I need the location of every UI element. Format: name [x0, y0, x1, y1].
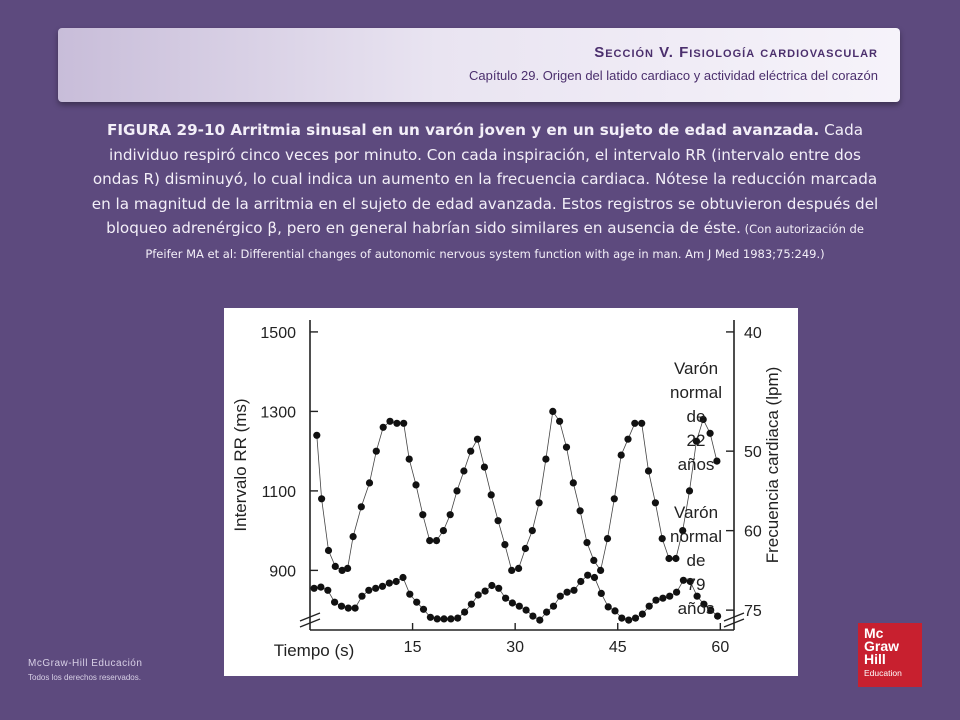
data-point [605, 603, 612, 610]
caption-credit: (Con autorización de Pfeifer MA et al: Differential changes of autonomic nervous system function with age in man. Am J Med 1983;75:249.) [145, 222, 864, 261]
data-point [502, 595, 509, 602]
annotation-line: normal [670, 383, 722, 402]
x-tick-label: 60 [711, 639, 730, 656]
data-point [488, 582, 495, 589]
data-point [358, 593, 365, 600]
data-point [311, 585, 318, 592]
annotation-line: años [677, 599, 715, 618]
annotation-line: de [686, 407, 706, 426]
annotation-line: Varón [673, 503, 719, 522]
figure-title: FIGURA 29-10 Arritmia sinusal en un varón joven y en un sujeto de edad avanzada. [106, 121, 820, 139]
x-axis-label: Tiempo (s) [273, 641, 355, 660]
mcgraw-hill-logo [858, 623, 922, 687]
data-point [427, 614, 434, 621]
data-point [344, 565, 351, 572]
data-point [313, 432, 320, 439]
data-point [380, 424, 387, 431]
data-point [481, 464, 488, 471]
data-point [461, 609, 468, 616]
data-point [557, 593, 564, 600]
data-point [590, 557, 597, 564]
data-point [426, 537, 433, 544]
chapter-title: Capítulo 29. Origen del latido cardiaco y actividad eléctrica del corazón [468, 68, 878, 83]
data-point [495, 517, 502, 524]
section-title: Sección V. Fisiología cardiovascular [594, 44, 878, 61]
data-point [366, 479, 373, 486]
data-point [399, 574, 406, 581]
data-point [570, 587, 577, 594]
data-point [542, 456, 549, 463]
footer-rights: Todos los derechos reservados. [28, 673, 141, 682]
data-point [583, 539, 590, 546]
data-point [373, 448, 380, 455]
data-point [672, 555, 679, 562]
data-point [659, 535, 666, 542]
annotation-line: Varón [673, 359, 719, 378]
data-point [386, 418, 393, 425]
data-point [440, 527, 447, 534]
data-point [419, 511, 426, 518]
data-point [325, 547, 332, 554]
data-point [509, 599, 516, 606]
sinus-arrhythmia-chart [224, 308, 798, 676]
x-tick-label: 30 [506, 639, 525, 656]
data-point [393, 578, 400, 585]
y2-tick-label: 75 [744, 603, 762, 621]
data-point [379, 583, 386, 590]
data-point [318, 495, 325, 502]
data-point [523, 607, 530, 614]
data-point [639, 611, 646, 618]
y-axis-label: Intervalo RR (ms) [231, 398, 250, 532]
annotation-line: de [686, 551, 706, 570]
data-point [508, 567, 515, 574]
data-point [372, 585, 379, 592]
logo-line-4: Education [864, 668, 902, 678]
logo-line-2: Graw [864, 638, 900, 654]
data-point [570, 479, 577, 486]
data-point [482, 588, 489, 595]
data-point [475, 591, 482, 598]
y2-axis-label: Frecuencia cardiaca (lpm) [763, 366, 782, 564]
logo-line-3: Hill [864, 651, 886, 667]
data-point [413, 599, 420, 606]
data-point [673, 589, 680, 596]
data-point [666, 593, 673, 600]
data-point [516, 603, 523, 610]
data-point [577, 507, 584, 514]
y2-tick-label: 50 [744, 444, 762, 462]
chart-labels [231, 325, 782, 660]
data-point [420, 606, 427, 613]
data-point [618, 452, 625, 459]
y2-tick-label: 40 [744, 324, 762, 342]
series-old [311, 572, 722, 624]
data-point [393, 420, 400, 427]
data-point [618, 615, 625, 622]
data-point [406, 456, 413, 463]
data-point [365, 587, 372, 594]
data-point [631, 420, 638, 427]
data-point [632, 615, 639, 622]
data-point [529, 527, 536, 534]
data-point [686, 487, 693, 494]
series-annotation [670, 359, 722, 474]
data-point [400, 420, 407, 427]
data-point [549, 408, 556, 415]
data-point [447, 511, 454, 518]
data-point [522, 545, 529, 552]
y-tick-label: 1100 [261, 483, 296, 501]
y-tick-label: 1300 [260, 404, 296, 422]
x-tick-label: 45 [608, 639, 627, 656]
data-point [591, 574, 598, 581]
data-point [646, 603, 653, 610]
data-point [488, 491, 495, 498]
data-point [345, 605, 352, 612]
data-point [406, 591, 413, 598]
data-point [611, 495, 618, 502]
data-point [536, 499, 543, 506]
data-point [440, 615, 447, 622]
data-point [434, 615, 441, 622]
data-point [358, 503, 365, 510]
header-bar [58, 28, 900, 102]
data-point [495, 585, 502, 592]
annotation-line: 79 [686, 575, 706, 594]
data-point [652, 597, 659, 604]
data-point [324, 587, 331, 594]
data-point [332, 563, 339, 570]
y-tick-label: 1500 [260, 324, 296, 342]
data-point [536, 617, 543, 624]
data-point [707, 430, 714, 437]
logo-line-1: Mc [864, 625, 884, 641]
data-point [625, 617, 632, 624]
data-point [453, 487, 460, 494]
chart-series [311, 408, 722, 624]
data-point [665, 555, 672, 562]
data-point [317, 584, 324, 591]
data-point [624, 436, 631, 443]
data-point [645, 467, 652, 474]
data-point [563, 444, 570, 451]
data-point [611, 607, 618, 614]
annotation-line: años [677, 455, 715, 474]
data-point [433, 537, 440, 544]
data-point [564, 589, 571, 596]
y-tick-label: 900 [269, 563, 296, 581]
data-point [331, 599, 338, 606]
footer-brand: McGraw-Hill Educación [28, 658, 143, 669]
data-point [550, 603, 557, 610]
x-tick-label: 15 [403, 639, 422, 656]
data-point [338, 603, 345, 610]
data-point [412, 481, 419, 488]
data-point [467, 448, 474, 455]
data-point [474, 436, 481, 443]
annotation-line: normal [670, 527, 722, 546]
y2-tick-label: 60 [744, 523, 762, 541]
data-point [638, 420, 645, 427]
data-point [515, 565, 522, 572]
caption-body: Cada individuo respiró cinco veces por minuto. Con cada inspiración, el intervalo RR (intervalo entre dos ondas R) disminuyó, lo cual indica un aumento en la frecuencia cardiaca. Nótese la reducción marcada en la magnitud de la arritmia en el sujeto de edad avanzada. Estos registros se obtuvieron después del bloqueo adrenérgico β, pero en general habrían sido similares en ausencia de éste. [91, 121, 879, 238]
data-point [350, 533, 357, 540]
data-point [468, 601, 475, 608]
data-point [597, 567, 604, 574]
data-point [659, 595, 666, 602]
data-point [529, 613, 536, 620]
data-point [454, 615, 461, 622]
data-point [386, 580, 393, 587]
series-young [313, 408, 720, 574]
series-line [317, 411, 717, 570]
data-point [652, 499, 659, 506]
chart-panel [224, 308, 798, 676]
data-point [604, 535, 611, 542]
figure-caption [90, 118, 880, 266]
data-point [556, 418, 563, 425]
annotation-line: 22 [686, 431, 706, 450]
data-point [714, 613, 721, 620]
data-point [501, 541, 508, 548]
data-point [447, 615, 454, 622]
data-point [352, 605, 359, 612]
data-point [577, 578, 584, 585]
data-point [584, 572, 591, 579]
data-point [460, 467, 467, 474]
data-point [598, 590, 605, 597]
data-point [543, 609, 550, 616]
